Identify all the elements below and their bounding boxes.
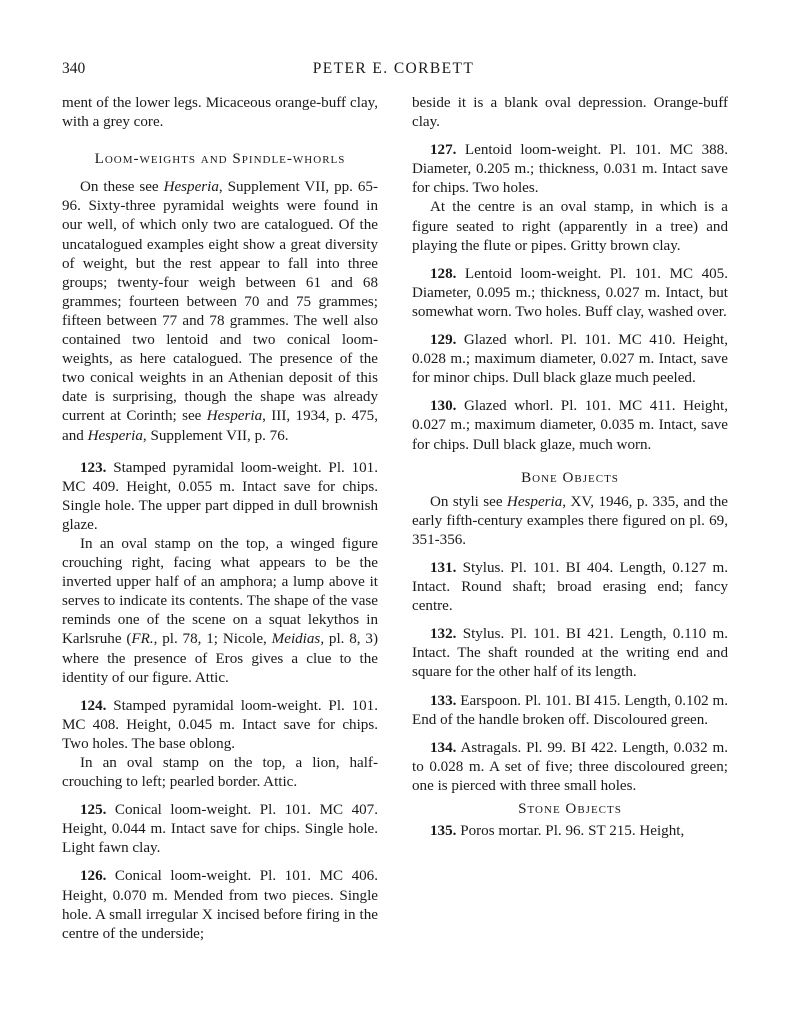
- entry-number: 129.: [430, 332, 457, 349]
- entry-number: 133.: [430, 692, 457, 709]
- entry-number: 134.: [430, 739, 457, 756]
- catalogue-entry-130: 130. Glazed whorl. Pl. 101. MC 411. Height, 0.027 m.; maximum diameter, 0.035 m. Intact, save for chips. Dull black glaze, much worn.: [412, 398, 728, 453]
- catalogue-entry-124: 124. Stamped pyramidal loom-weight. Pl. 101. MC 408. Height, 0.045 m. Intact save for chips. Two holes. The base oblong.: [62, 697, 378, 752]
- catalogue-entry-132: 132. Stylus. Pl. 101. BI 421. Length, 0.110 m. Intact. The shaft rounded at the writing end and square for the other half of its length.: [412, 626, 728, 681]
- entry-number: 128.: [430, 265, 457, 282]
- catalogue-entry-123: 123. Stamped pyramidal loom-weight. Pl. 101. MC 409. Height, 0.055 m. Intact save for chips. Single hole. The upper part dipped in dull brownish glaze.: [62, 459, 378, 533]
- entry-number: 123.: [80, 459, 107, 476]
- entry-number: 135.: [430, 823, 457, 840]
- entry-number: 131.: [430, 559, 457, 576]
- catalogue-entry-135: 135. Poros mortar. Pl. 96. ST 215. Height,: [430, 823, 685, 840]
- entry-description-123: In an oval stamp on the top, a winged figure crouching right, facing what appears to be the inverted upper half of an amphora; a lump above it serves to indicate its contents. The shape of the vase reminds one of the scene on a squat lekythos in Karlsruhe (FR., pl. 78, 1; Nicole, Meidias, pl. 8, 3) where the presence of Eros gives a clue to the identity of our figure. Attic.: [62, 535, 378, 686]
- entry-number: 125.: [80, 802, 107, 819]
- catalogue-entry-126: 126. Conical loom-weight. Pl. 101. MC 406. Height, 0.070 m. Mended from two pieces. Single hole. A small irregular X incised before firing in the centre of the underside;: [62, 868, 378, 942]
- entry-description-127: At the centre is an oval stamp, in which is a figure seated to right (apparently in a tree) and playing the flute or pipes. Gritty brown clay.: [412, 199, 728, 254]
- continued-text: ment of the lower legs. Micaceous orange-buff clay, with a grey core.: [62, 95, 378, 131]
- catalogue-entry-125: 125. Conical loom-weight. Pl. 101. MC 407. Height, 0.044 m. Intact save for chips. Single hole. Light fawn clay.: [62, 802, 378, 857]
- entry-number: 126.: [80, 868, 107, 885]
- section-intro-bone: On styli see Hesperia, XV, 1946, p. 335, and the early fifth-century examples there figured on pl. 69, 351-356.: [412, 493, 728, 548]
- entry-number: 127.: [430, 142, 457, 159]
- catalogue-entry-131: 131. Stylus. Pl. 101. BI 404. Length, 0.127 m. Intact. Round shaft; broad erasing end; fancy centre.: [412, 559, 728, 615]
- entry-number: 130.: [430, 398, 457, 415]
- left-column: [62, 94, 378, 944]
- page-header: [62, 60, 725, 84]
- catalogue-entry-133: 133. Earspoon. Pl. 101. BI 415. Length, 0.102 m. End of the handle broken off. Discoloured green.: [412, 692, 728, 728]
- entry-description-124: In an oval stamp on the top, a lion, half-crouching to left; pearled border. Attic.: [62, 755, 378, 791]
- section-heading-bone-objects: Bone Objects: [521, 469, 619, 486]
- running-head: PETER E. CORBETT: [312, 60, 475, 77]
- continued-text: beside it is a blank oval depression. Orange-buff clay.: [412, 95, 728, 131]
- catalogue-entry-128: 128. Lentoid loom-weight. Pl. 101. MC 405. Diameter, 0.095 m.; thickness, 0.027 m. Intact, but somewhat worn. Two holes. Buff clay, washed over.: [412, 265, 728, 320]
- entry-number: 124.: [80, 697, 107, 714]
- catalogue-entry-134: 134. Astragals. Pl. 99. BI 422. Length, 0.032 m. to 0.028 m. A set of five; three discoloured green; one is pierced with three small holes.: [412, 739, 728, 794]
- section-heading-stone-objects: Stone Objects: [518, 801, 622, 817]
- catalogue-entry-127: 127. Lentoid loom-weight. Pl. 101. MC 388. Diameter, 0.205 m.; thickness, 0.031 m. Intact save for chips. Two holes.: [412, 142, 728, 197]
- entry-number: 132.: [430, 626, 457, 643]
- section-intro: On these see Hesperia, Supplement VII, pp. 65-96. Sixty-three pyramidal weights were found in our well, of which only two are catalogued. Of the uncatalogued examples eight show a great diversity of weight, but the rest appear to fall into three groups; twenty-four weigh between 61 and 68 grammes; fourteen between 70 and 75 grammes; fifteen between 77 and 78 grammes. The well also contained two lentoid and two conical loom-weights, as here catalogued. The presence of the two conical weights in an Athenian deposit of this date is surprising, though the shape was already current at Corinth; see Hesperia, III, 1934, p. 475, and Hesperia, Supplement VII, p. 76.: [62, 179, 378, 444]
- section-heading-loom-weights: Loom-weights and Spindle-whorls: [94, 151, 346, 168]
- page-number: 340: [62, 60, 86, 77]
- catalogue-entry-129: 129. Glazed whorl. Pl. 101. MC 410. Height, 0.028 m.; maximum diameter, 0.027 m. Intact, save for minor chips. Dull black glaze much peeled.: [412, 332, 728, 387]
- right-column: [412, 94, 728, 841]
